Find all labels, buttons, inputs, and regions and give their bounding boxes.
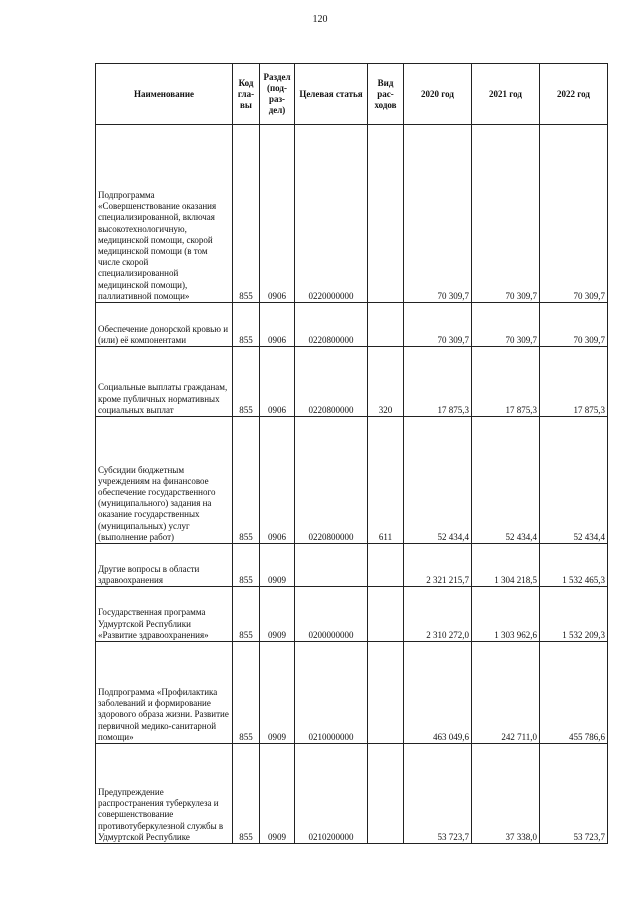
row-name: Подпрограмма «Профилактика заболеваний и формирование здорового образа жизни. Развитие первичной медико-санитарной помощи» [96, 642, 233, 744]
row-section: 0906 [260, 125, 295, 303]
row-2021: 242 711,0 [472, 642, 540, 744]
row-article: 0220800000 [295, 417, 368, 544]
row-type [368, 642, 404, 744]
row-type [368, 303, 404, 347]
row-article: 0200000000 [295, 587, 368, 642]
row-article: 0220000000 [295, 125, 368, 303]
table-row [96, 417, 608, 544]
row-chapter: 855 [233, 303, 260, 347]
row-name: Подпрограмма «Совершенствование оказания специализированной, включая высокотехнологичную, медицинской помощи, скорой медицинской помощи (в том числе скорой специализированной медицинской помощи), паллиативной помощи» [96, 125, 233, 303]
row-article: 0210000000 [295, 642, 368, 744]
table-row [96, 125, 608, 303]
row-2020: 70 309,7 [404, 125, 472, 303]
header-section: Раздел (под- раз- дел) [260, 64, 295, 125]
row-section: 0909 [260, 587, 295, 642]
table-row [96, 744, 608, 844]
header-2020: 2020 год [404, 64, 472, 125]
row-type [368, 744, 404, 844]
row-type [368, 587, 404, 642]
row-type [368, 125, 404, 303]
row-2022: 1 532 465,3 [540, 544, 608, 587]
row-type [368, 544, 404, 587]
row-2020: 2 321 215,7 [404, 544, 472, 587]
row-section: 0906 [260, 417, 295, 544]
row-article: 0220800000 [295, 303, 368, 347]
row-section: 0906 [260, 303, 295, 347]
row-chapter: 855 [233, 125, 260, 303]
table-row [96, 544, 608, 587]
row-2021: 17 875,3 [472, 347, 540, 417]
header-chapter-code: Код гла- вы [233, 64, 260, 125]
table-row [96, 642, 608, 744]
row-name: Социальные выплаты гражданам, кроме публичных нормативных социальных выплат [96, 347, 233, 417]
row-chapter: 855 [233, 544, 260, 587]
row-2021: 1 303 962,6 [472, 587, 540, 642]
row-2021: 1 304 218,5 [472, 544, 540, 587]
row-type: 320 [368, 347, 404, 417]
row-chapter: 855 [233, 642, 260, 744]
table-row [96, 347, 608, 417]
row-article [295, 544, 368, 587]
row-section: 0909 [260, 744, 295, 844]
header-2022: 2022 год [540, 64, 608, 125]
table-row [96, 587, 608, 642]
row-2022: 17 875,3 [540, 347, 608, 417]
row-2020: 463 049,6 [404, 642, 472, 744]
row-2020: 2 310 272,0 [404, 587, 472, 642]
row-section: 0909 [260, 642, 295, 744]
row-2022: 53 723,7 [540, 744, 608, 844]
header-target-article: Целевая статья [295, 64, 368, 125]
row-2022: 70 309,7 [540, 303, 608, 347]
row-name: Другие вопросы в области здравоохранения [96, 544, 233, 587]
header-expense-type: Вид рас- ходов [368, 64, 404, 125]
row-2022: 70 309,7 [540, 125, 608, 303]
row-2020: 52 434,4 [404, 417, 472, 544]
header-2021: 2021 год [472, 64, 540, 125]
row-2020: 53 723,7 [404, 744, 472, 844]
row-section: 0909 [260, 544, 295, 587]
row-chapter: 855 [233, 744, 260, 844]
row-type: 611 [368, 417, 404, 544]
row-name: Государственная программа Удмуртской Республики «Развитие здравоохранения» [96, 587, 233, 642]
row-2021: 70 309,7 [472, 125, 540, 303]
page-number: 120 [312, 14, 328, 25]
header-row [96, 64, 608, 125]
row-name: Субсидии бюджетным учреждениям на финансовое обеспечение государственного (муниципального) задания на оказание государственных (муниципальных) услуг (выполнение работ) [96, 417, 233, 544]
row-2021: 70 309,7 [472, 303, 540, 347]
row-2020: 70 309,7 [404, 303, 472, 347]
row-chapter: 855 [233, 587, 260, 642]
row-name: Предупреждение распространения туберкулеза и совершенствование противотуберкулезной службы в Удмуртской Республике [96, 744, 233, 844]
row-section: 0906 [260, 347, 295, 417]
row-2020: 17 875,3 [404, 347, 472, 417]
header-name: Наименование [96, 64, 233, 125]
row-2021: 37 338,0 [472, 744, 540, 844]
row-chapter: 855 [233, 417, 260, 544]
row-2022: 455 786,6 [540, 642, 608, 744]
budget-table [95, 63, 608, 844]
row-article: 0210200000 [295, 744, 368, 844]
row-2022: 1 532 209,3 [540, 587, 608, 642]
row-name: Обеспечение донорской кровью и (или) её компонентами [96, 303, 233, 347]
row-chapter: 855 [233, 347, 260, 417]
row-article: 0220800000 [295, 347, 368, 417]
row-2022: 52 434,4 [540, 417, 608, 544]
row-2021: 52 434,4 [472, 417, 540, 544]
table-row [96, 303, 608, 347]
